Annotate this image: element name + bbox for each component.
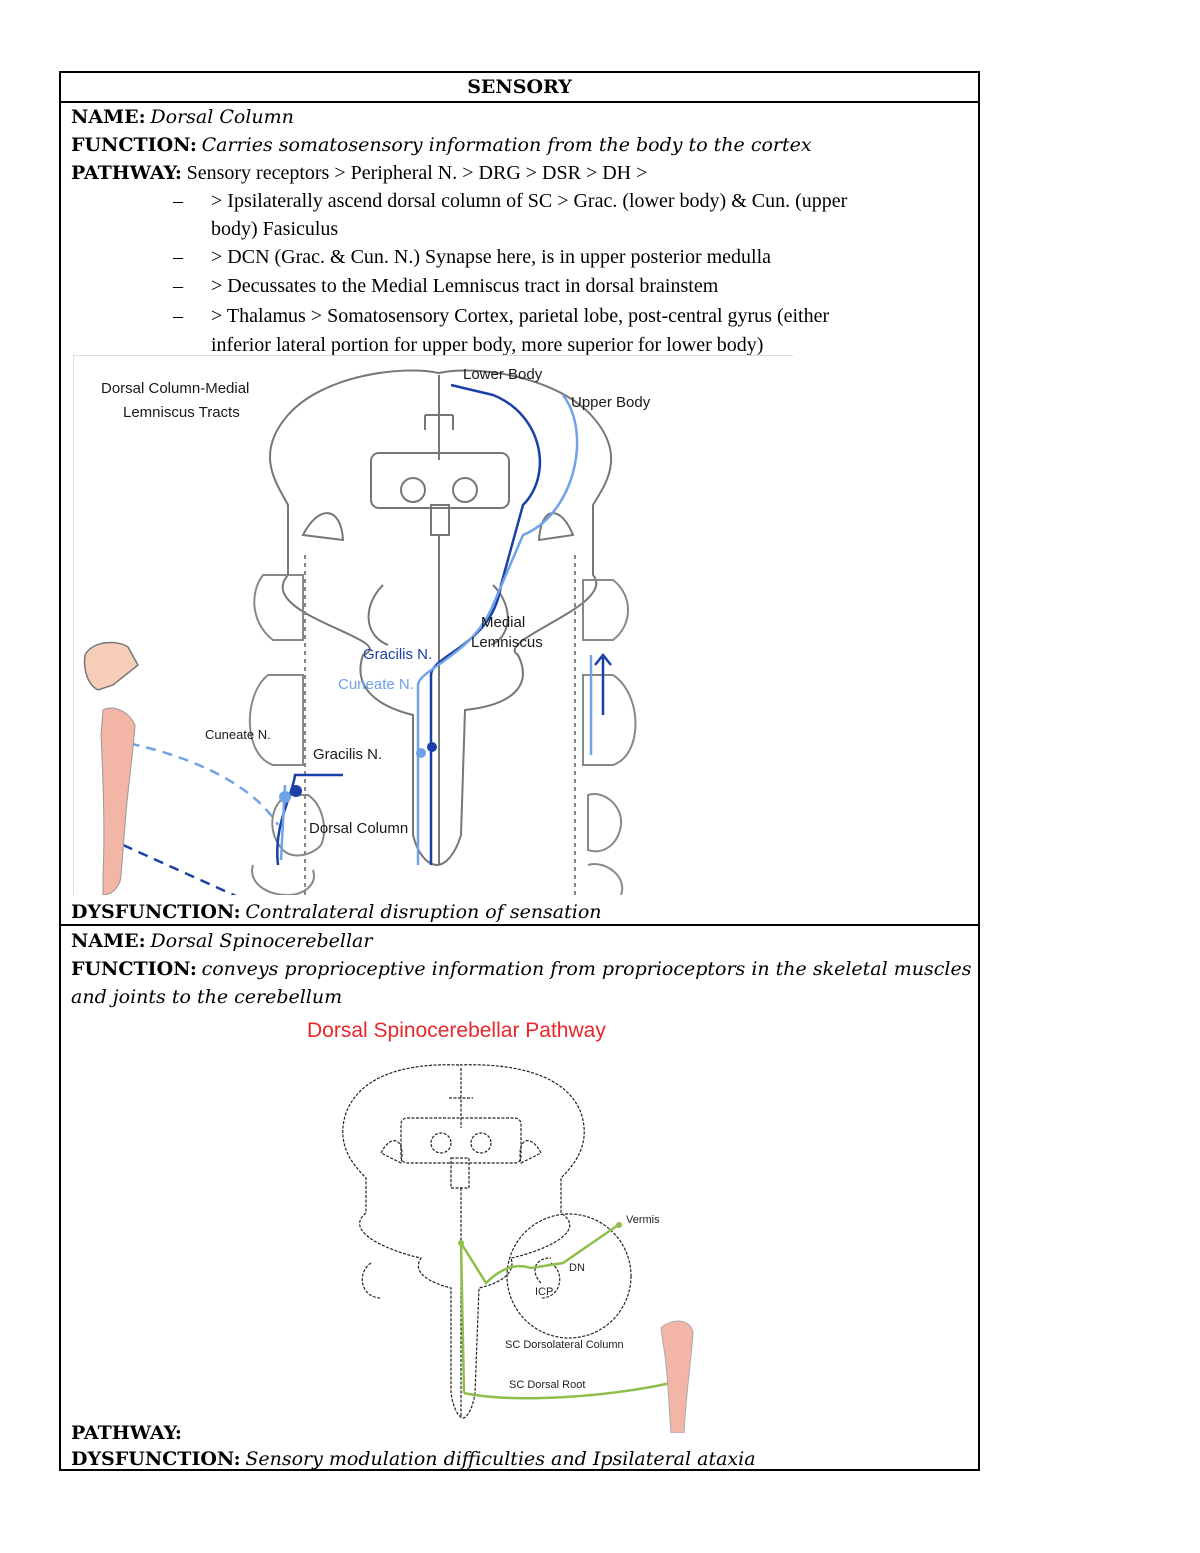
label-sc-dorsolateral-column: SC Dorsolateral Column [505, 1339, 624, 1351]
hand-icon [85, 642, 138, 690]
function-row-2-cont [71, 983, 342, 1012]
leg-icon [661, 1321, 693, 1433]
pathway-node [458, 1240, 464, 1246]
bullet-text: body) Fasiculus [211, 218, 339, 240]
dorsal-column-figure [73, 355, 793, 895]
bullet-text: inferior lateral portion for upper body, more superior for lower body) [211, 334, 764, 356]
pathway-value: Sensory receptors > Peripheral N. > DRG > DSR > DH > [186, 162, 648, 184]
name-label: NAME: [71, 106, 146, 128]
function-row-1 [71, 131, 812, 160]
pathway-node [616, 1222, 622, 1228]
section-divider [61, 924, 978, 926]
label-lemniscus: Lemniscus [471, 634, 543, 651]
bullet-dash: – [173, 190, 183, 212]
label-cuneate-n-lower: Cuneate N. [205, 727, 271, 742]
bullet-dash: – [173, 305, 183, 327]
figure-title-line2: Lemniscus Tracts [123, 404, 240, 421]
lower-body-dashed-path [123, 845, 278, 895]
dysfunction-label: DYSFUNCTION: [71, 1448, 241, 1470]
pathway-label: PATHWAY: [71, 1422, 182, 1444]
bullet-dash: – [173, 275, 183, 297]
brainstem-outline [270, 370, 611, 865]
label-dn: DN [569, 1262, 585, 1274]
leg-icon [101, 708, 135, 895]
function-value-cont: and joints to the cerebellum [71, 986, 343, 1008]
label-cuneate-n: Cuneate N. [338, 676, 414, 693]
bullet-text: > Decussates to the Medial Lemniscus tract in dorsal brainstem [211, 275, 719, 297]
pathway-row-2 [71, 1419, 182, 1448]
name-value: Dorsal Spinocerebellar [150, 930, 373, 952]
bullet-text: > DCN (Grac. & Cun. N.) Synapse here, is in upper posterior medulla [211, 246, 772, 268]
label-gracilis-n-lower: Gracilis N. [313, 746, 383, 763]
label-gracilis-n: Gracilis N. [363, 646, 433, 663]
label-sc-dorsal-root: SC Dorsal Root [509, 1379, 586, 1391]
dysfunction-row-2 [71, 1445, 756, 1474]
bullet-text: > Thalamus > Somatosensory Cortex, parietal lobe, post-central gyrus (either [211, 305, 830, 327]
label-dorsal-column: Dorsal Column [309, 820, 409, 837]
function-value: conveys proprioceptive information from proprioceptors in the skeletal muscles [201, 958, 972, 980]
label-lower-body: Lower Body [463, 366, 543, 383]
label-icp: ICP [535, 1286, 554, 1298]
upper-body-dashed-path [113, 740, 278, 825]
label-vermis: Vermis [626, 1214, 660, 1226]
figure-title-line1: Dorsal Column-Medial [101, 380, 250, 397]
gracilis-dot [290, 785, 302, 797]
bullet-text: > Ipsilaterally ascend dorsal column of SC > Grac. (lower body) & Cun. (upper [211, 190, 848, 212]
name-row-1 [71, 103, 294, 132]
name-row-2 [71, 927, 372, 956]
function-label: FUNCTION: [71, 958, 197, 980]
sensory-table [59, 71, 980, 1471]
name-label: NAME: [71, 930, 146, 952]
dorsal-spinocerebellar-figure [301, 1013, 721, 1433]
function-value: Carries somatosensory information from the body to the cortex [201, 134, 812, 156]
pathway-label: PATHWAY: [71, 162, 182, 184]
label-medial: Medial [481, 614, 526, 631]
gracilis-nucleus-dot [427, 742, 437, 752]
label-upper-body: Upper Body [571, 394, 651, 411]
cuneate-nucleus-dot [416, 748, 426, 758]
function-row-2 [71, 955, 971, 984]
dysfunction-value: Contralateral disruption of sensation [245, 901, 602, 923]
pathway-row-1 [71, 159, 647, 188]
table-header: SENSORY [61, 73, 978, 103]
function-label: FUNCTION: [71, 134, 197, 156]
dysfunction-label: DYSFUNCTION: [71, 901, 241, 923]
brain-outline [343, 1065, 631, 1418]
dysfunction-value: Sensory modulation difficulties and Ipsilateral ataxia [245, 1448, 756, 1470]
cuneate-dot [279, 791, 291, 803]
figure-title: Dorsal Spinocerebellar Pathway [307, 1019, 606, 1042]
bullet-dash: – [173, 246, 183, 268]
spinocerebellar-path [461, 1223, 621, 1393]
dysfunction-row-1 [71, 898, 602, 927]
name-value: Dorsal Column [150, 106, 294, 128]
